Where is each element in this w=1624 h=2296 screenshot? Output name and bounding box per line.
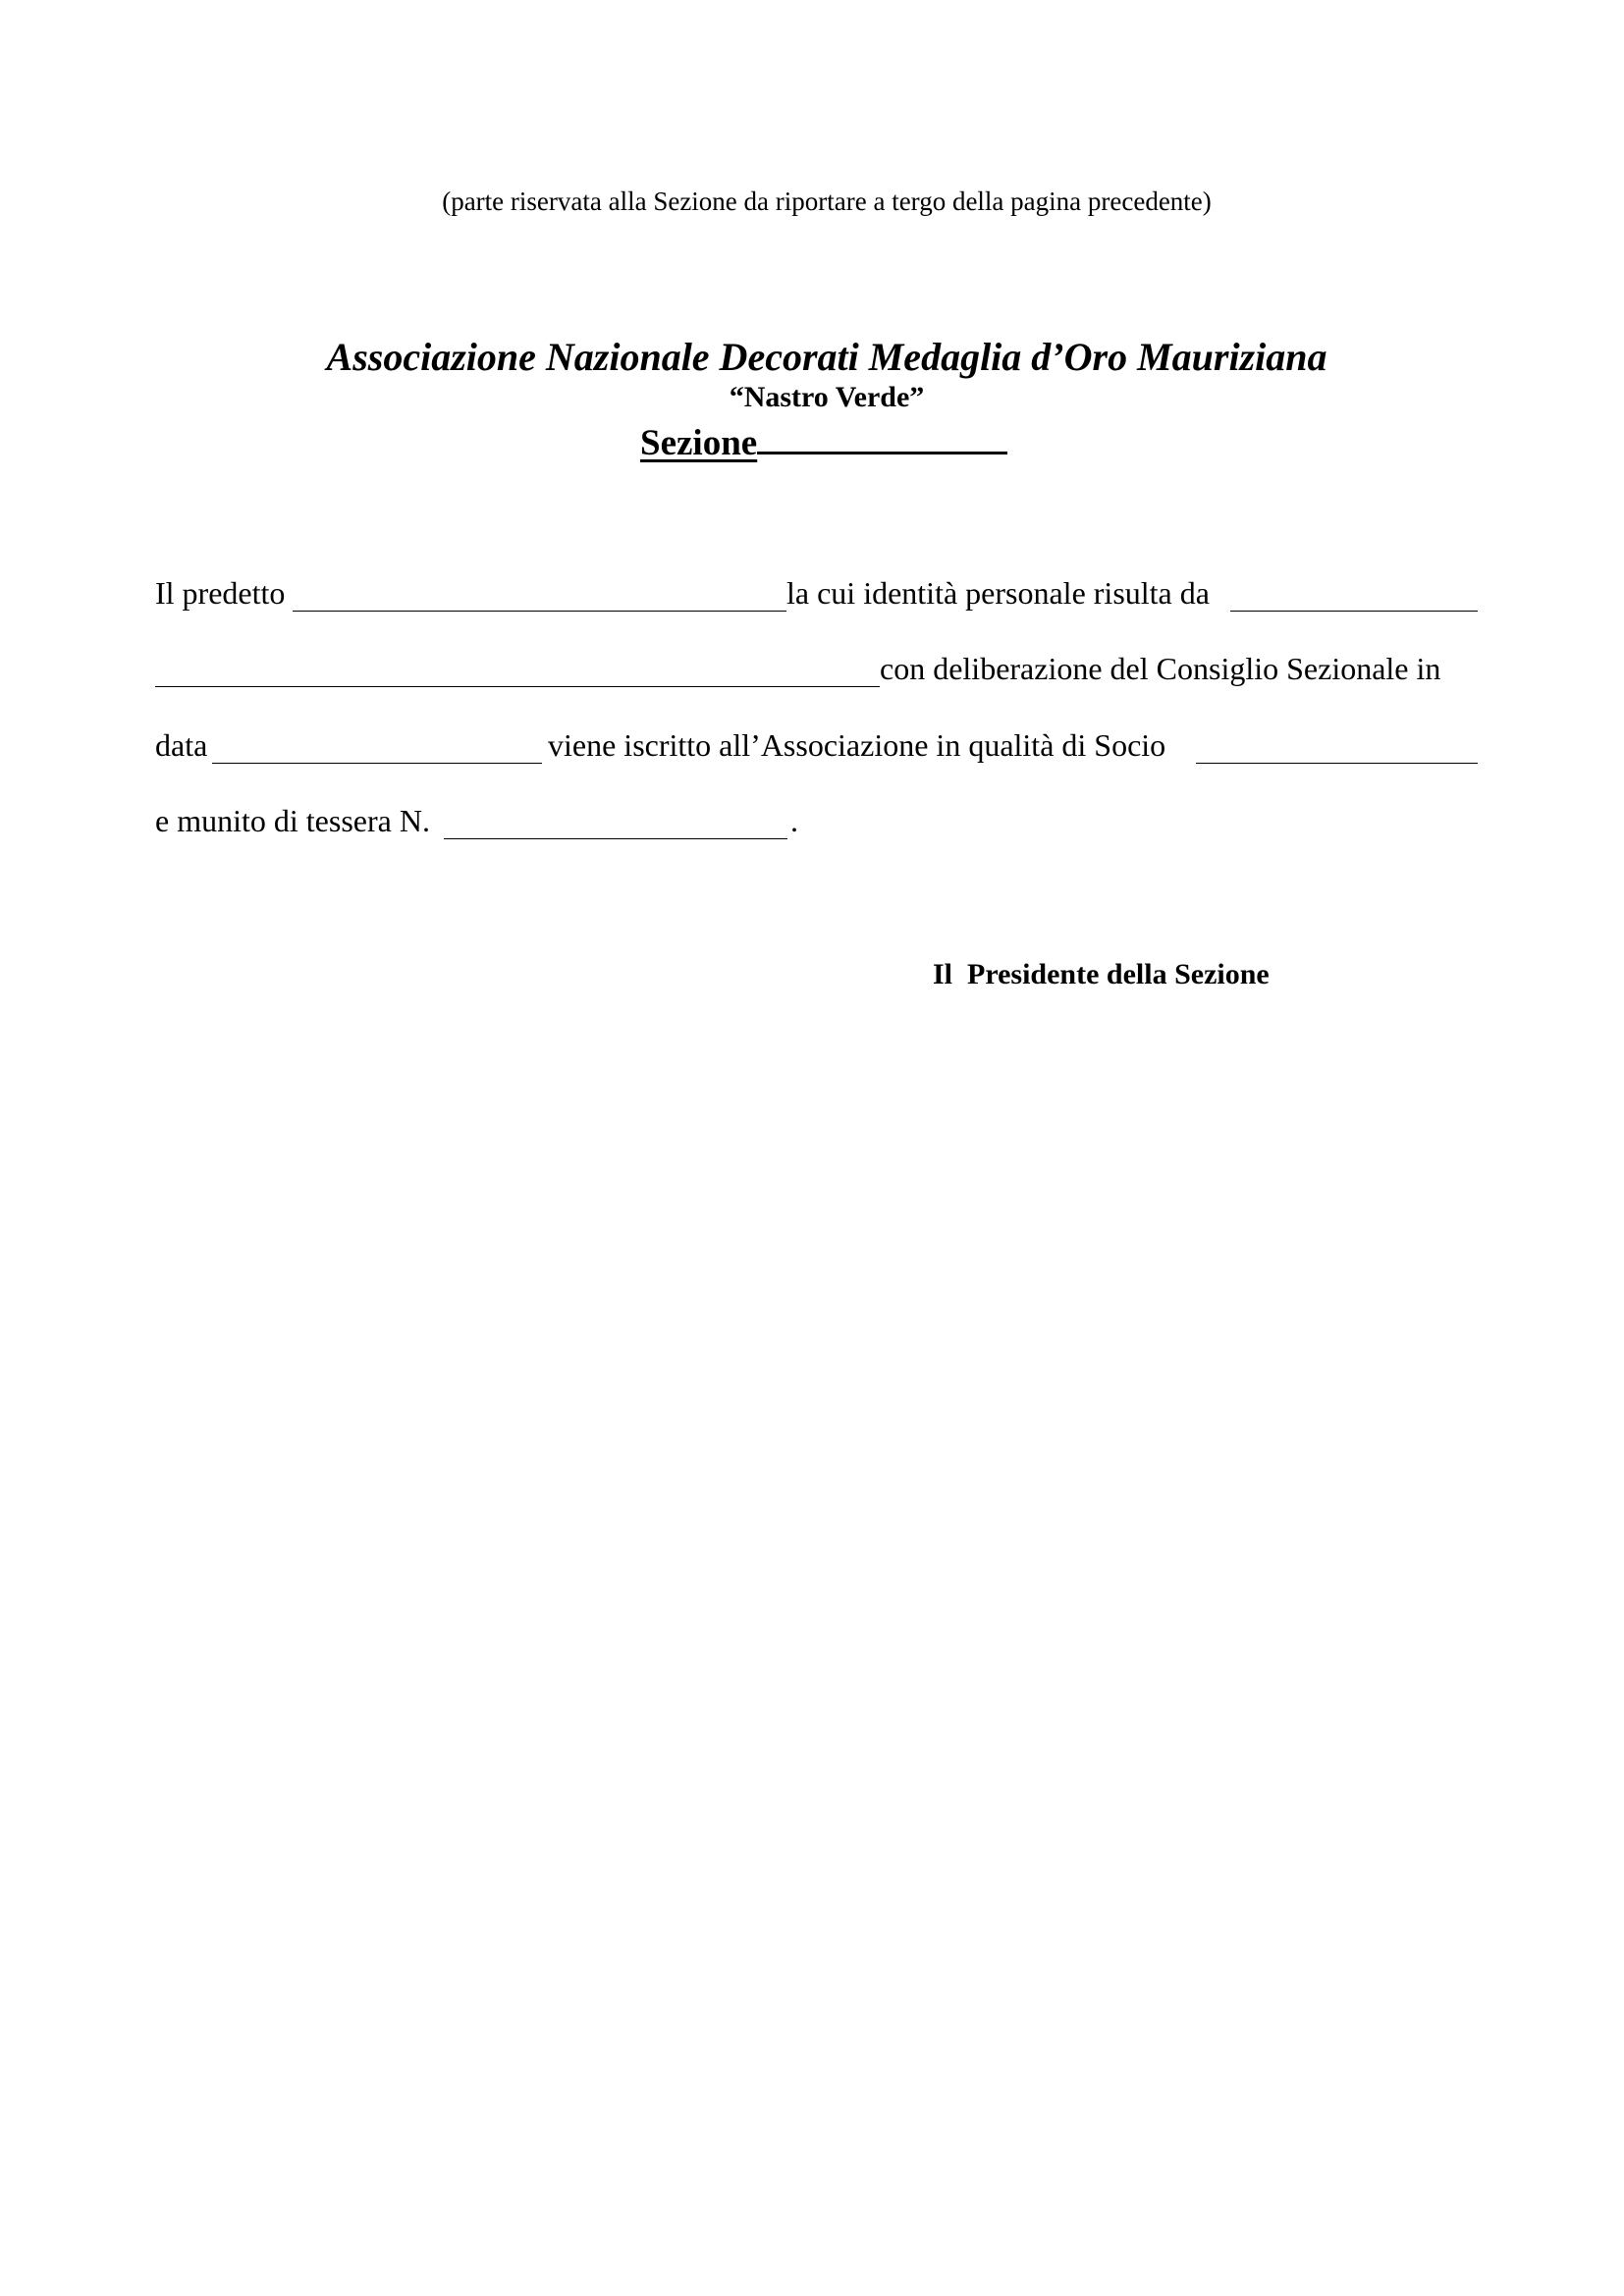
section-label: Sezione	[640, 423, 758, 463]
card-number-label: e munito di tessera N.	[155, 803, 430, 838]
header-note: (parte riservata alla Sezione da riportare a tergo della pagina precedente)	[442, 187, 1212, 216]
card-number-field[interactable]	[444, 803, 787, 839]
body-line-3	[155, 727, 1478, 771]
member-type-field[interactable]	[1196, 727, 1478, 764]
member-name-field[interactable]	[293, 575, 786, 612]
body-line-2	[155, 651, 1478, 694]
identity-document-continued-field[interactable]	[155, 651, 880, 687]
section-heading	[640, 418, 1007, 464]
identity-label: la cui identità personale risulta da	[786, 575, 1210, 611]
date-field[interactable]	[212, 727, 542, 764]
section-name-field[interactable]	[757, 418, 1007, 454]
enrolled-label: viene iscritto all’Associazione in qualità di Socio	[548, 727, 1166, 763]
predetto-label: Il predetto	[155, 575, 286, 611]
organization-name: Associazione Nazionale Decorati Medaglia d’Oro Mauriziana	[326, 335, 1327, 379]
body-line-4	[155, 803, 1478, 846]
body-line-1	[155, 575, 1478, 618]
deliberation-label: con deliberazione del Consiglio Sezionale in	[880, 651, 1441, 686]
date-label: data	[155, 727, 208, 763]
signature-label: Il Presidente della Sezione	[933, 958, 1270, 990]
sentence-end: .	[790, 803, 798, 838]
identity-document-field[interactable]	[1230, 575, 1478, 612]
organization-subtitle: “Nastro Verde”	[729, 381, 925, 413]
